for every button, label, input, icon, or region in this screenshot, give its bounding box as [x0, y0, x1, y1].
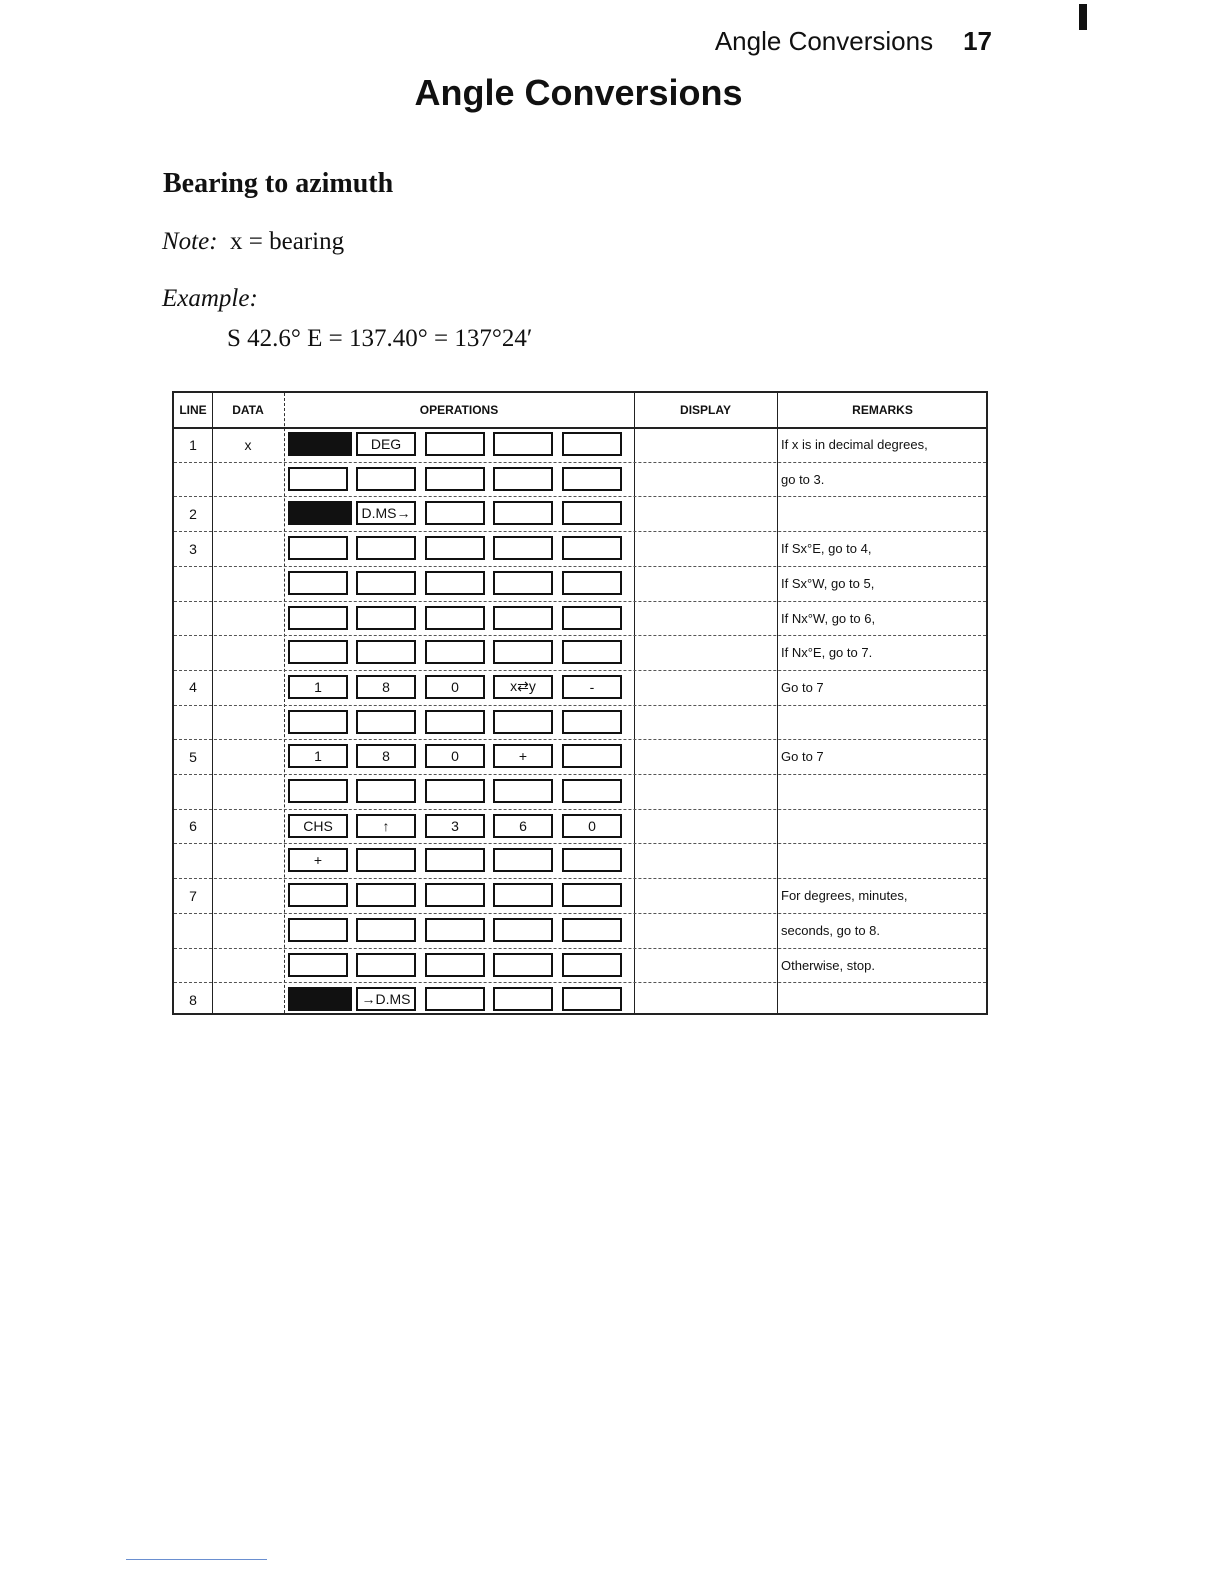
keystroke-box: D.MS→ — [356, 501, 416, 525]
empty-key-box — [425, 432, 485, 456]
data-cell — [212, 601, 284, 636]
remark-cell — [781, 982, 986, 1017]
table-row — [174, 566, 986, 601]
data-cell — [212, 982, 284, 1017]
table-row — [174, 809, 986, 844]
empty-key-box — [288, 606, 348, 630]
empty-key-box — [493, 848, 553, 872]
running-head — [715, 26, 992, 57]
empty-key-box — [562, 432, 622, 456]
keystroke-box: - — [562, 675, 622, 699]
data-cell — [212, 913, 284, 948]
empty-key-box — [493, 953, 553, 977]
data-cell — [212, 635, 284, 670]
empty-key-box — [288, 779, 348, 803]
empty-key-box — [425, 571, 485, 595]
empty-key-box — [493, 918, 553, 942]
table-row — [174, 948, 986, 983]
remark-cell: If Sx°E, go to 4, — [781, 541, 872, 557]
line-number: 1 — [189, 436, 197, 453]
empty-key-box — [288, 918, 348, 942]
table-row — [174, 462, 986, 497]
keystroke-box: 1 — [288, 744, 348, 768]
data-cell — [212, 670, 284, 705]
empty-key-box — [288, 536, 348, 560]
remark-cell — [781, 809, 986, 844]
line-number — [174, 601, 212, 636]
empty-key-box — [493, 606, 553, 630]
empty-key-box — [425, 779, 485, 803]
line-number — [174, 774, 212, 809]
example-equation: S 42.6° E = 137.40° = 137°24′ — [227, 325, 533, 352]
header-remarks: REMARKS — [852, 403, 913, 417]
empty-key-box — [493, 432, 553, 456]
empty-key-box — [425, 501, 485, 525]
table-row — [174, 670, 986, 705]
keystroke-box: + — [288, 848, 348, 872]
empty-key-box — [493, 467, 553, 491]
empty-key-box — [493, 571, 553, 595]
line-number: 8 — [189, 991, 197, 1008]
shift-key-filled — [288, 987, 352, 1011]
data-cell — [212, 843, 284, 878]
header-display: DISPLAY — [680, 403, 731, 417]
keystroke-box: 8 — [356, 744, 416, 768]
data-cell — [212, 878, 284, 913]
empty-key-box — [356, 848, 416, 872]
data-cell — [212, 948, 284, 983]
empty-key-box — [425, 883, 485, 907]
note — [162, 228, 344, 256]
running-head-title: Angle Conversions — [714, 26, 934, 56]
empty-key-box — [493, 536, 553, 560]
line-number — [174, 843, 212, 878]
line-number: 4 — [189, 679, 197, 696]
note-text: x = bearing — [230, 228, 345, 255]
remark-cell — [781, 705, 986, 740]
data-cell — [212, 531, 284, 566]
line-number: 7 — [189, 887, 197, 904]
remark-cell: If x is in decimal degrees, — [781, 437, 928, 452]
data-cell — [212, 739, 284, 774]
empty-key-box — [562, 883, 622, 907]
empty-key-box — [562, 536, 622, 560]
empty-key-box — [356, 536, 416, 560]
empty-key-box — [288, 883, 348, 907]
line-number — [174, 566, 212, 601]
line-number — [174, 635, 212, 670]
header-operations: OPERATIONS — [419, 403, 499, 417]
empty-key-box — [493, 640, 553, 664]
remark-cell — [781, 843, 986, 878]
empty-key-box — [425, 987, 485, 1011]
empty-key-box — [356, 953, 416, 977]
empty-key-box — [562, 918, 622, 942]
remark-cell: If Nx°W, go to 6, — [781, 610, 876, 626]
empty-key-box — [356, 779, 416, 803]
data-cell: x — [244, 436, 252, 453]
line-number — [174, 705, 212, 740]
keystroke-box: →D.MS — [356, 987, 416, 1011]
line-number — [174, 948, 212, 983]
table-row — [174, 705, 986, 740]
empty-key-box — [562, 571, 622, 595]
empty-key-box — [425, 848, 485, 872]
page-title: Angle Conversions — [414, 72, 743, 113]
empty-key-box — [562, 987, 622, 1011]
empty-key-box — [493, 779, 553, 803]
empty-key-box — [356, 467, 416, 491]
empty-key-box — [562, 744, 622, 768]
empty-key-box — [425, 710, 485, 734]
footnote-rule — [126, 1559, 267, 1560]
remark-cell: go to 3. — [781, 471, 825, 487]
line-number: 2 — [189, 505, 197, 522]
empty-key-box — [562, 467, 622, 491]
keystroke-box: x⇄y — [493, 675, 553, 699]
line-number: 5 — [189, 748, 197, 765]
empty-key-box — [356, 918, 416, 942]
program-table — [172, 391, 988, 1015]
header-line: LINE — [179, 403, 207, 417]
empty-key-box — [425, 606, 485, 630]
keystroke-box: 0 — [562, 814, 622, 838]
empty-key-box — [356, 883, 416, 907]
empty-key-box — [562, 710, 622, 734]
data-cell — [212, 462, 284, 497]
remark-cell: seconds, go to 8. — [781, 922, 881, 938]
empty-key-box — [425, 918, 485, 942]
table-row — [174, 843, 986, 878]
remark-cell: If Sx°W, go to 5, — [781, 575, 875, 591]
keystroke-box: DEG — [356, 432, 416, 456]
data-cell — [212, 774, 284, 809]
table-row — [174, 635, 986, 670]
table-row — [174, 878, 986, 913]
empty-key-box — [493, 710, 553, 734]
empty-key-box — [562, 606, 622, 630]
remark-cell: Go to 7 — [781, 679, 824, 695]
section-title: Bearing to azimuth — [163, 168, 394, 199]
line-number: 3 — [189, 540, 197, 557]
empty-key-box — [288, 571, 348, 595]
empty-key-box — [288, 710, 348, 734]
data-cell — [212, 566, 284, 601]
remark-cell: If Nx°E, go to 7. — [781, 645, 873, 661]
table-row — [174, 774, 986, 809]
data-cell — [212, 809, 284, 844]
data-cell — [212, 705, 284, 740]
remark-cell — [781, 774, 986, 809]
remark-cell: Otherwise, stop. — [781, 957, 875, 973]
empty-key-box — [356, 606, 416, 630]
empty-key-box — [562, 953, 622, 977]
keystroke-box: 0 — [425, 675, 485, 699]
table-row — [174, 739, 986, 774]
keystroke-box: 8 — [356, 675, 416, 699]
empty-key-box — [288, 640, 348, 664]
empty-key-box — [425, 953, 485, 977]
empty-key-box — [562, 501, 622, 525]
remark-cell: Go to 7 — [781, 749, 824, 765]
empty-key-box — [356, 571, 416, 595]
empty-key-box — [493, 883, 553, 907]
empty-key-box — [493, 987, 553, 1011]
empty-key-box — [288, 953, 348, 977]
empty-key-box — [562, 640, 622, 664]
data-cell — [212, 496, 284, 531]
empty-key-box — [425, 467, 485, 491]
keystroke-box: + — [493, 744, 553, 768]
header-data: DATA — [232, 403, 264, 417]
table-row — [174, 913, 986, 948]
empty-key-box — [562, 779, 622, 803]
line-number — [174, 462, 212, 497]
keystroke-box: 3 — [425, 814, 485, 838]
keystroke-box: 1 — [288, 675, 348, 699]
empty-key-box — [425, 640, 485, 664]
empty-key-box — [562, 848, 622, 872]
table-row — [174, 982, 986, 1017]
note-label: Note: — [162, 228, 218, 255]
table-row — [174, 531, 986, 566]
example-label: Example: — [162, 285, 258, 312]
remark-cell — [781, 496, 986, 531]
keystroke-box: ↑ — [356, 814, 416, 838]
shift-key-filled — [288, 501, 352, 525]
table-row — [174, 427, 986, 462]
empty-key-box — [425, 536, 485, 560]
page-number: 17 — [963, 26, 992, 56]
table-row — [174, 496, 986, 531]
empty-key-box — [356, 710, 416, 734]
empty-key-box — [356, 640, 416, 664]
edge-tab-marker — [1079, 4, 1087, 30]
empty-key-box — [493, 501, 553, 525]
line-number: 6 — [189, 818, 197, 835]
remark-cell: For degrees, minutes, — [781, 888, 908, 904]
shift-key-filled — [288, 432, 352, 456]
line-number — [174, 913, 212, 948]
empty-key-box — [288, 467, 348, 491]
table-row — [174, 601, 986, 636]
keystroke-box: 6 — [493, 814, 553, 838]
keystroke-box: CHS — [288, 814, 348, 838]
keystroke-box: 0 — [425, 744, 485, 768]
